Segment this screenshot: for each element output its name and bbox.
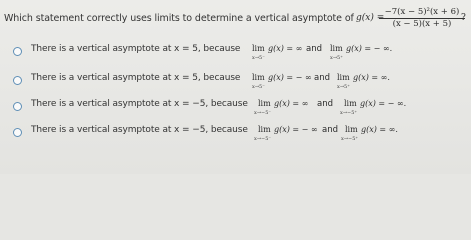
answer-option-b[interactable] [0,73,471,95]
option-d-lim1-word: lim [258,125,271,134]
option-b-lim2-sub: x→5⁺ [337,84,350,90]
option-b-lead: There is a vertical asymptote at x = 5, because [31,73,241,83]
option-b-lim1-sub: x→5⁻ [252,84,265,90]
option-d-and: and [322,125,338,135]
option-c-lim1-sub: x→−5⁻ [254,110,272,116]
option-b-lim1-expr: g(x) = − ∞ [268,73,312,82]
option-d-lim2-expr: g(x) = ∞. [361,125,398,134]
option-a-lim1-sub: x→5⁻ [252,55,265,61]
option-a-lim1-word: lim [252,44,265,53]
option-d-lead: There is a vertical asymptote at x = −5, because [31,125,248,135]
option-d-lim1-sub: x→−5⁻ [254,136,272,142]
answer-option-a[interactable] [0,44,471,66]
option-c-lead: There is a vertical asymptote at x = −5, because [31,99,248,109]
option-d-lim1-expr: g(x) = − ∞ [274,125,318,134]
option-a-and: and [306,44,322,54]
question-prompt [4,4,468,36]
option-b-and: and [314,73,330,83]
option-c-lim1-expr: g(x) = ∞ [274,99,309,108]
option-a-lim1-expr: g(x) = ∞ [268,44,303,53]
radio-button-a[interactable] [13,47,22,56]
fraction-numerator: −7(x − 5)²(x + 6) [379,7,465,19]
option-d-lim2-sub: x→−5⁺ [341,136,359,142]
option-b-lim2-expr: g(x) = ∞. [353,73,390,82]
option-a-lead: There is a vertical asymptote at x = 5, because [31,44,241,54]
option-c-lim2-expr: g(x) = − ∞. [360,99,407,108]
option-c-lim2-word: lim [344,99,357,108]
question-text: Which statement correctly uses limits to determine a vertical asymptote of [4,13,354,24]
question-mark: ? [461,13,466,23]
option-a-lim2-word: lim [330,44,343,53]
option-a-lim2-expr: g(x) = − ∞. [346,44,393,53]
option-b-lim1-word: lim [252,73,265,82]
answer-option-d[interactable] [0,125,471,147]
option-b-lim2-word: lim [337,73,350,82]
fraction-denominator: (x − 5)(x + 5) [392,19,452,29]
answer-option-c[interactable] [0,99,471,121]
option-d-lim2-word: lim [345,125,358,134]
function-name: g(x) = [356,13,385,23]
option-c-and: and [317,99,333,109]
function-fraction [379,7,465,30]
radio-button-c[interactable] [13,102,22,111]
radio-button-b[interactable] [13,76,22,85]
option-c-lim2-sub: x→−5⁺ [340,110,358,116]
radio-button-d[interactable] [13,128,22,137]
option-c-lim1-word: lim [258,99,271,108]
option-a-lim2-sub: x→5⁺ [330,55,343,61]
